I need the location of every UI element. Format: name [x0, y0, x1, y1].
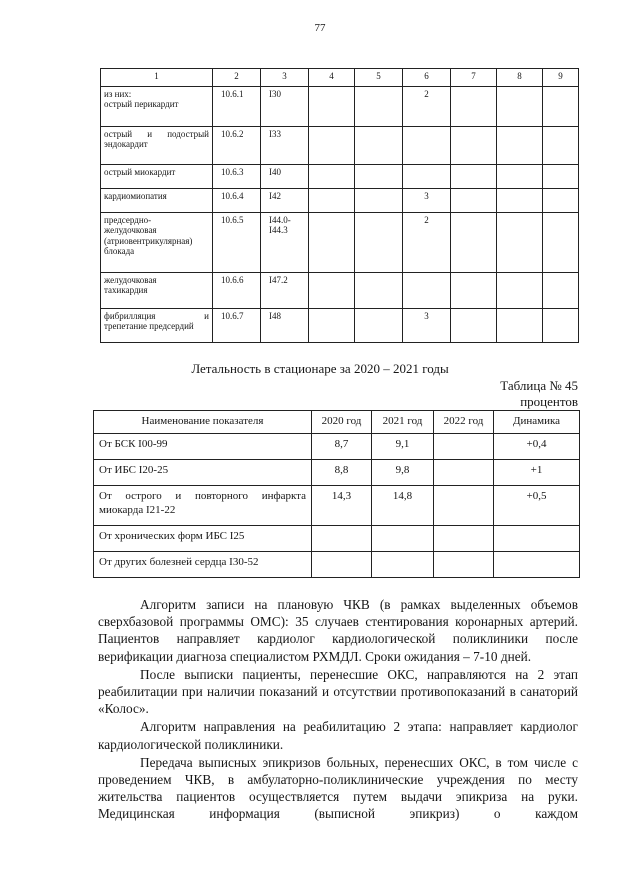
disease-name-cell: [101, 87, 213, 127]
value-2020-cell: [312, 552, 372, 578]
indicator-cell: От хронических форм ИБС I25: [94, 526, 312, 552]
dynamics-cell: [494, 552, 580, 578]
table-row: [94, 526, 580, 552]
value-cell: [543, 213, 579, 273]
disease-name-line: из них:: [104, 89, 132, 99]
value-cell: [497, 273, 543, 309]
value-cell: 3: [403, 309, 451, 343]
value-cell: [403, 165, 451, 189]
value-cell: [309, 213, 355, 273]
value-cell: [451, 87, 497, 127]
dynamics-cell: +0,5: [494, 486, 580, 526]
disease-name-line: острый перикардит: [104, 99, 179, 110]
value-2021-cell: 9,1: [372, 434, 434, 460]
table1-header-cell: 1: [101, 69, 213, 87]
table45-header-cell: 2020 год: [312, 411, 372, 434]
value-cell: [543, 127, 579, 165]
icd-code-cell: I44.0-I44.3: [261, 213, 309, 273]
icd-code-cell: I47.2: [261, 273, 309, 309]
table45-header-cell: Наименование показателя: [94, 411, 312, 434]
row-code-cell: 10.6.3: [213, 165, 261, 189]
value-cell: [355, 273, 403, 309]
value-2020-cell: 8,7: [312, 434, 372, 460]
disease-name-cell: [101, 127, 213, 165]
value-2022-cell: [434, 486, 494, 526]
value-2021-cell: [372, 552, 434, 578]
row-code-cell: 10.6.5: [213, 213, 261, 273]
table-row: [101, 189, 579, 213]
table45-header-cell: Динамика: [494, 411, 580, 434]
table1-header-cell: 4: [309, 69, 355, 87]
table1-header-row: [101, 69, 579, 87]
value-2022-cell: [434, 526, 494, 552]
value-cell: [543, 189, 579, 213]
value-2022-cell: [434, 552, 494, 578]
value-cell: [497, 87, 543, 127]
disease-name-line: фибрилляция и: [104, 311, 209, 321]
value-cell: 3: [403, 189, 451, 213]
row-code-cell: 10.6.2: [213, 127, 261, 165]
table-row: [94, 486, 580, 526]
value-2021-cell: 9,8: [372, 460, 434, 486]
table1-header-cell: 5: [355, 69, 403, 87]
value-cell: [543, 87, 579, 127]
units-label: процентов: [520, 394, 578, 409]
table-row: [101, 273, 579, 309]
value-cell: [355, 127, 403, 165]
disease-name-line: кардиомиопатия: [104, 191, 167, 201]
value-cell: [309, 273, 355, 309]
table-row: [101, 213, 579, 273]
page-number: 77: [314, 22, 326, 34]
table1-header-cell: 2: [213, 69, 261, 87]
section-title: Летальность в стационаре за 2020 – 2021 годы: [191, 361, 449, 376]
disease-name-line: (атриовентрикулярная): [104, 235, 193, 246]
table1-header-cell: 8: [497, 69, 543, 87]
value-cell: [355, 189, 403, 213]
table-row: [101, 165, 579, 189]
paragraph: Передача выписных эпикризов больных, перенесших ОКС, в том числе с проведением ЧКВ, в амбулаторно-поликлинические учреждения по месту жительства пациентов осуществляется путем выдачи эпикриза на руки. Медицинская информация (выписной эпикриз) о каждом: [98, 754, 578, 822]
value-cell: [497, 189, 543, 213]
value-cell: [355, 213, 403, 273]
value-cell: [403, 273, 451, 309]
table-number: Таблица № 45: [500, 378, 578, 393]
value-cell: 2: [403, 87, 451, 127]
table1-header-cell: 3: [261, 69, 309, 87]
disease-name-line: острый миокардит: [104, 167, 176, 177]
value-cell: [451, 189, 497, 213]
value-cell: [451, 165, 497, 189]
indicator-cell: От острого и повторного инфаркта миокарда I21-22: [94, 486, 312, 526]
indicator-cell: От ИБС I20-25: [94, 460, 312, 486]
morbidity-table-continued: [100, 68, 579, 343]
value-cell: [543, 273, 579, 309]
mortality-table: [93, 410, 580, 578]
value-cell: [309, 309, 355, 343]
value-cell: [497, 309, 543, 343]
disease-name-cell: [101, 309, 213, 343]
value-2022-cell: [434, 434, 494, 460]
icd-code-cell: I40: [261, 165, 309, 189]
table-row: [94, 552, 580, 578]
table-row: [94, 460, 580, 486]
disease-name-line: желудочковая: [104, 275, 157, 285]
value-cell: [497, 165, 543, 189]
value-cell: [355, 165, 403, 189]
row-code-cell: 10.6.6: [213, 273, 261, 309]
disease-name-line: предсердно-: [104, 215, 152, 225]
value-cell: [543, 309, 579, 343]
table45-header-row: [94, 411, 580, 434]
disease-name-line: эндокардит: [104, 139, 148, 150]
row-code-cell: 10.6.7: [213, 309, 261, 343]
value-cell: [309, 189, 355, 213]
row-code-cell: 10.6.1: [213, 87, 261, 127]
value-2021-cell: 14,8: [372, 486, 434, 526]
table-row: [101, 127, 579, 165]
value-cell: [309, 87, 355, 127]
row-code-cell: 10.6.4: [213, 189, 261, 213]
table45-header-cell: 2021 год: [372, 411, 434, 434]
table1-header-cell: 7: [451, 69, 497, 87]
value-cell: [403, 127, 451, 165]
disease-name-line: трепетание предсердий: [104, 321, 194, 332]
value-2020-cell: [312, 526, 372, 552]
value-cell: [355, 87, 403, 127]
value-cell: [543, 165, 579, 189]
value-cell: [451, 213, 497, 273]
paragraph: После выписки пациенты, перенесшие ОКС, направляются на 2 этап реабилитации при наличии показаний и отсутствии противопоказаний в санаторий «Колос».: [98, 666, 578, 717]
value-cell: [309, 165, 355, 189]
disease-name-line: желудочковая: [104, 225, 157, 236]
disease-name-cell: [101, 213, 213, 273]
paragraph: Алгоритм направления на реабилитацию 2 этапа: направляет кардиолог кардиологической поликлиники.: [98, 719, 578, 752]
indicator-cell: От БСК I00-99: [94, 434, 312, 460]
value-2020-cell: 14,3: [312, 486, 372, 526]
value-cell: [451, 309, 497, 343]
icd-code-cell: I42: [261, 189, 309, 213]
disease-name-line: блокада: [104, 246, 135, 257]
value-2022-cell: [434, 460, 494, 486]
table-row: [94, 434, 580, 460]
value-cell: [355, 309, 403, 343]
value-cell: 2: [403, 213, 451, 273]
dynamics-cell: +0,4: [494, 434, 580, 460]
table-row: [101, 309, 579, 343]
dynamics-cell: [494, 526, 580, 552]
disease-name-cell: [101, 189, 213, 213]
indicator-cell: От других болезней сердца I30-52: [94, 552, 312, 578]
body-text: [98, 596, 578, 824]
disease-name-cell: [101, 165, 213, 189]
disease-name-line: острый и подострый: [104, 129, 209, 139]
value-cell: [451, 127, 497, 165]
table1-header-cell: 6: [403, 69, 451, 87]
icd-code-cell: I30: [261, 87, 309, 127]
value-2021-cell: [372, 526, 434, 552]
icd-code-cell: I33: [261, 127, 309, 165]
value-cell: [309, 127, 355, 165]
paragraph: Алгоритм записи на плановую ЧКВ (в рамках выделенных объемов сверхбазовой программы ОМС): 35 случаев стентирования коронарных артерий. Пациентов направляет кардиолог кардиологической поликлиники после верификации диагноза специалистом РХМДЛ. Сроки ожидания – 7-10 дней.: [98, 597, 578, 664]
table45-header-cell: 2022 год: [434, 411, 494, 434]
value-cell: [497, 213, 543, 273]
value-2020-cell: 8,8: [312, 460, 372, 486]
icd-code-cell: I48: [261, 309, 309, 343]
disease-name-line: тахикардия: [104, 285, 148, 296]
table1-header-cell: 9: [543, 69, 579, 87]
table-row: [101, 87, 579, 127]
value-cell: [451, 273, 497, 309]
value-cell: [497, 127, 543, 165]
dynamics-cell: +1: [494, 460, 580, 486]
disease-name-cell: [101, 273, 213, 309]
